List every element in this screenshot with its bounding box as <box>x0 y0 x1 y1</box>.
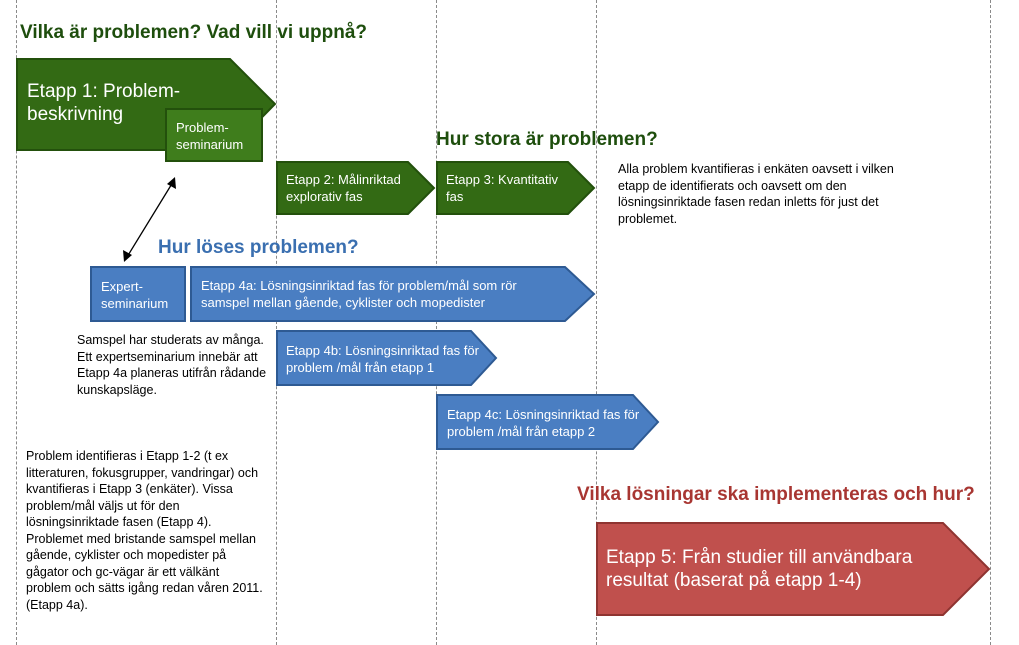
etapp3-arrow <box>436 161 596 215</box>
etapp5-label: Etapp 5: Från studier till användbara resultat (baserat på etapp 1-4) <box>606 547 913 591</box>
problem-seminar-box <box>165 108 263 162</box>
problem-seminar-label: Problem-seminarium <box>176 120 244 152</box>
etapp5-arrow <box>596 522 991 616</box>
seminar-link-arrow <box>118 172 198 272</box>
etapp1-label: Etapp 1: Problem-beskrivning <box>27 81 181 125</box>
expert-seminar-label: Expert-seminarium <box>101 279 169 311</box>
etapp4c-arrow <box>436 394 660 450</box>
heading-problems: Vilka är problemen? Vad vill vi uppnå? <box>20 22 368 43</box>
expert-seminar-box <box>90 266 186 322</box>
note-interaction: Samspel har studerats av många. Ett expertseminarium innebär att Etapp 4a planeras utifrån rådande kunskapsläge. <box>77 333 267 397</box>
column-guide-2 <box>276 0 277 645</box>
etapp4b-arrow <box>276 330 498 386</box>
etapp2-label: Etapp 2: Målinriktad explorativ fas <box>286 172 401 204</box>
column-guide-3 <box>436 0 437 645</box>
etapp4a-label: Etapp 4a: Lösningsinriktad fas för problem/mål som rör samspel mellan gående, cyklister och mopedister <box>201 278 517 310</box>
note-quantification: Alla problem kvantifieras i enkäten oavsett i vilken etapp de identifierats och oavsett om den lösningsinriktade fasen redan inletts för just det problemet. <box>618 162 894 226</box>
note-problems: Problem identifieras i Etapp 1-2 (t ex litteraturen, fokusgrupper, vandringar) och kvantifieras i Etapp 3 (enkäter). Vissa problem/mål väljs ut för den lösningsinriktade fasen (Etapp 4). Problemet med bristande samspel mellan gående, cyklister och mopedister på gågator och gc-vägar är ett välkänt problem och sätts igång redan våren 2011. (Etapp 4a). <box>26 449 263 612</box>
etapp4b-label: Etapp 4b: Lösningsinriktad fas för problem /mål från etapp 1 <box>286 343 479 375</box>
etapp4a-arrow <box>190 266 596 322</box>
etapp4c-label: Etapp 4c: Lösningsinriktad fas för problem /mål från etapp 2 <box>447 407 640 439</box>
heading-solve: Hur löses problemen? <box>158 237 359 258</box>
heading-implement: Vilka lösningar ska implementeras och hur? <box>577 484 975 505</box>
etapp2-arrow <box>276 161 436 215</box>
etapp3-label: Etapp 3: Kvantitativ fas <box>446 172 559 204</box>
heading-size: Hur stora är problemen? <box>436 129 658 150</box>
